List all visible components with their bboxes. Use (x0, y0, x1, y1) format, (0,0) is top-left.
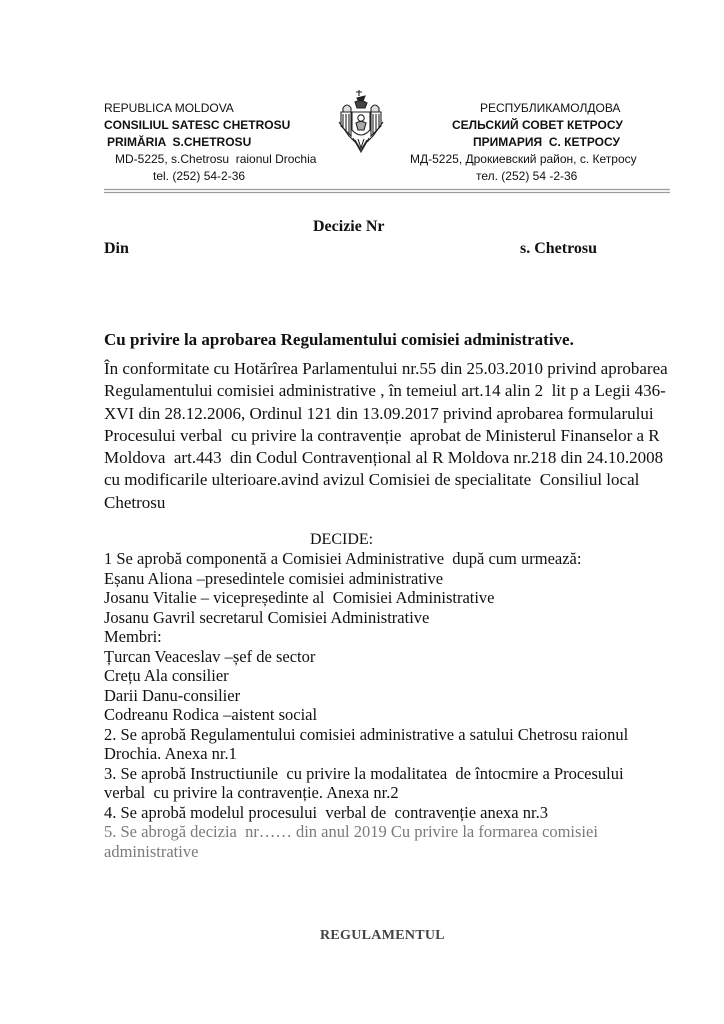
decision-line: 4. Se aprobă modelul procesului verbal de contravenție anexa nr.3 (104, 802, 548, 822)
decision-line: Josanu Vitalie – vicepreședinte al Comisiei Administrative (104, 588, 495, 607)
decision-line: Darii Danu-consilier (104, 685, 241, 705)
decision-line: Drochia. Anexa nr.1 (104, 744, 237, 763)
address: MD-5225, s.Chetrosu raionul Drochia (115, 152, 317, 166)
decision-line: Codreanu Rodica –aistent social (104, 705, 318, 724)
decision-line: 1 Se aprobă componentă a Comisiei Administrative după cum urmează: (104, 549, 582, 568)
council-name: CONSILIUL SATESC CHETROSU (104, 118, 291, 132)
decision-line: Țurcan Veaceslav –șef de sector (104, 646, 316, 666)
preamble-line: În conformitate cu Hotărîrea Parlamentului nr.55 din 25.03.2010 privind aprobarea (104, 359, 668, 378)
decision-items (104, 549, 664, 861)
regulation-heading: REGULAMENTUL (320, 928, 445, 943)
decision-date-label: Din (104, 240, 129, 257)
decision-line: Eșanu Aliona –presedintele comisiei administrative (104, 568, 444, 588)
decision-line: verbal cu privire la contravenție. Anexa nr.2 (104, 783, 399, 802)
decision-line: Josanu Gavril secretarul Comisiei Administrative (104, 607, 430, 627)
preamble-line: Chetrosu (104, 492, 166, 512)
country-name-ru: РЕСПУБЛИКАМОЛДОВА (480, 101, 621, 115)
abrogation-line: administrative (104, 841, 199, 861)
country-name: REPUBLICA MOLDOVA (104, 101, 234, 115)
decision-line: 3. Se aprobă Instructiunile cu privire la modalitatea de întocmire a Procesului (104, 763, 624, 783)
mayoralty-name-ru: ПРИМАРИЯ С. КЕТРОСУ (473, 135, 620, 149)
decision-subject: Cu privire la aprobarea Regulamentului comisiei administrative. (104, 330, 574, 349)
decision-line: Crețu Ala consilier (104, 666, 229, 685)
decision-line: 2. Se aprobă Regulamentului comisiei administrative a satului Chetrosu raionul (104, 724, 629, 744)
council-name-ru: СЕЛЬСКИЙ СОВЕТ КЕТРОСУ (452, 118, 623, 132)
phone: tel. (252) 54-2-36 (153, 169, 246, 183)
preamble (104, 358, 668, 514)
preamble-line: Moldova art.443 din Codul Contravențional al R Moldova nr.218 din 24.10.2008 (104, 448, 664, 468)
preamble-line: XVI din 28.12.2006, Ordinul 121 din 13.09.2017 privind aprobarea formularului (104, 403, 654, 423)
preamble-line: Regulamentului comisiei administrative , în temeiul art.14 alin 2 lit p a Legii 436- (104, 381, 666, 401)
dotted-separator (104, 188, 670, 194)
decision-number-label: Decizie Nr (313, 218, 385, 235)
address-ru: МД-5225, Дрокиевский район, с. Кетросу (410, 152, 637, 166)
decide-heading: DECIDE: (310, 531, 374, 548)
mayoralty-name: PRIMĂRIA S.CHETROSU (107, 135, 252, 149)
decision-place: s. Chetrosu (520, 240, 598, 257)
abrogation-line: 5. Se abrogă decizia nr…… din anul 2019 Cu privire la formarea comisiei (104, 822, 598, 841)
header-left-romanian (104, 100, 334, 185)
preamble-line: cu modificarile ulterioare.avind avizul Comisiei de specialitate Consiliul local (104, 470, 640, 490)
decision-line: Membri: (104, 627, 162, 646)
phone-ru: тел. (252) 54 -2-36 (476, 169, 578, 183)
preamble-line: Procesului verbal cu privire la contravenție aprobat de Ministerul Finanselor a R (104, 425, 660, 445)
header-right-russian (410, 100, 675, 185)
coat-of-arms-icon (335, 86, 387, 158)
